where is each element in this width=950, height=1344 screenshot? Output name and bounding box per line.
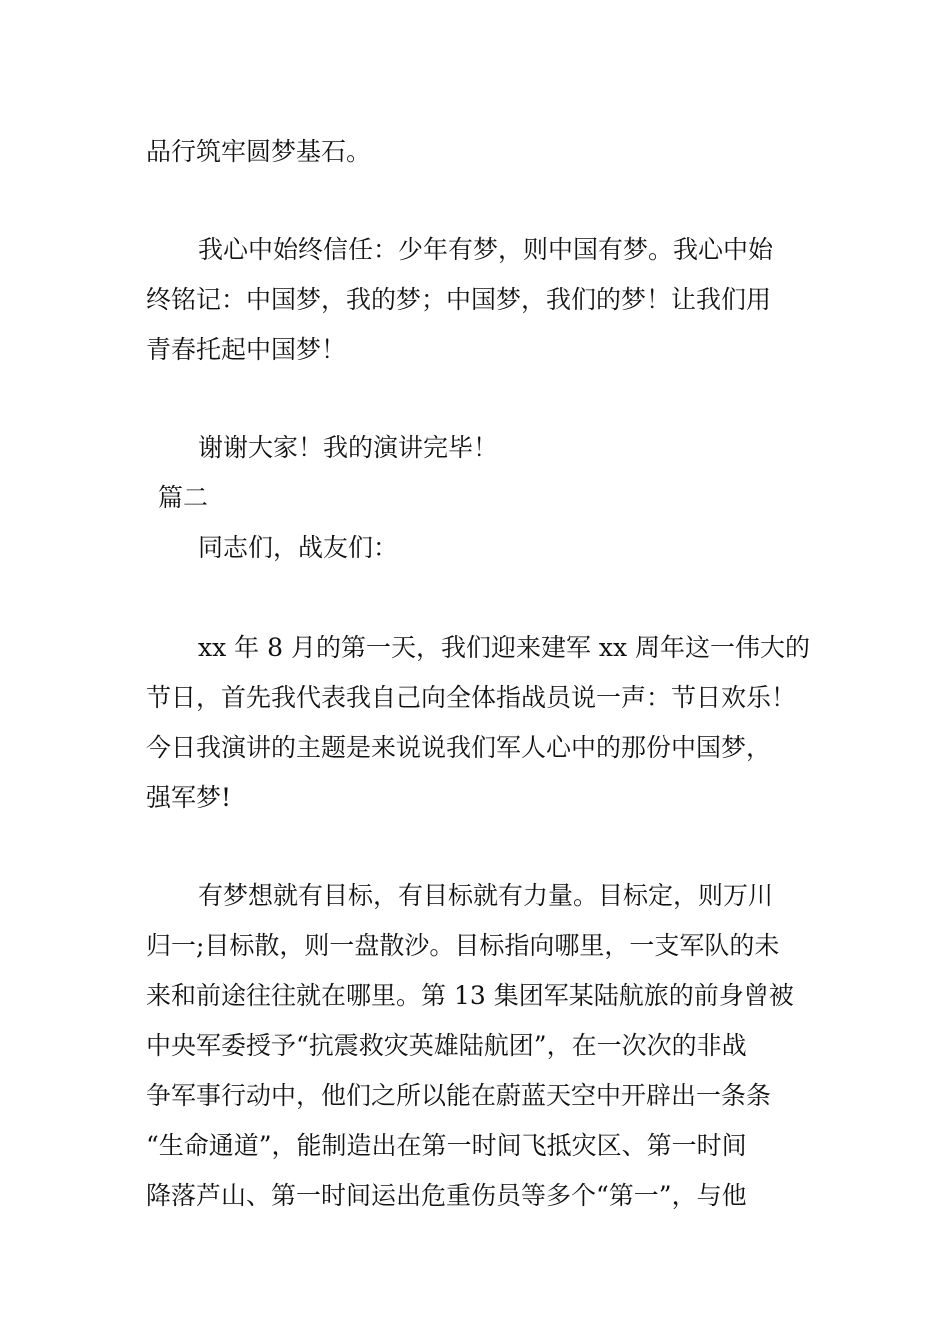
- paragraph-line: 节日，首先我代表我自己向全体指战员说一声：节日欢乐！: [146, 683, 797, 712]
- paragraph-line: 青春托起中国梦！: [146, 335, 347, 364]
- paragraph-line: 终铭记：中国梦，我的梦；中国梦，我们的梦！让我们用: [146, 285, 772, 314]
- section-heading: 篇二: [158, 483, 209, 512]
- paragraph-line: xx 年 8 月的第一天，我们迎来建军 xx 周年这一伟大的: [198, 633, 811, 662]
- paragraph-line: 谢谢大家！我的演讲完毕！: [198, 433, 499, 462]
- paragraph-line: 今日我演讲的主题是来说说我们军人心中的那份中国梦，: [146, 733, 772, 762]
- paragraph-line: 我心中始终信任：少年有梦，则中国有梦。我心中始: [198, 235, 774, 264]
- paragraph-line: 有梦想就有目标，有目标就有力量。目标定，则万川: [198, 881, 774, 910]
- salutation-line: 同志们，战友们：: [198, 533, 399, 562]
- paragraph-line: “生命通道”，能制造出在第一时间飞抵灾区、第一时间: [146, 1131, 747, 1160]
- paragraph-line: 来和前途往往就在哪里。第 13 集团军某陆航旅的前身曾被: [146, 981, 794, 1010]
- paragraph-line: 品行筑牢圆梦基石。: [146, 137, 372, 166]
- paragraph-line: 降落芦山、第一时间运出危重伤员等多个“第一”，与他: [146, 1181, 747, 1210]
- paragraph-line: 争军事行动中，他们之所以能在蔚蓝天空中开辟出一条条: [146, 1081, 772, 1110]
- paragraph-line: 中央军委授予“抗震救灾英雄陆航团”，在一次次的非战: [146, 1031, 747, 1060]
- paragraph-line: 归一;目标散，则一盘散沙。目标指向哪里，一支军队的未: [146, 931, 780, 960]
- paragraph-line: 强军梦!: [146, 783, 232, 812]
